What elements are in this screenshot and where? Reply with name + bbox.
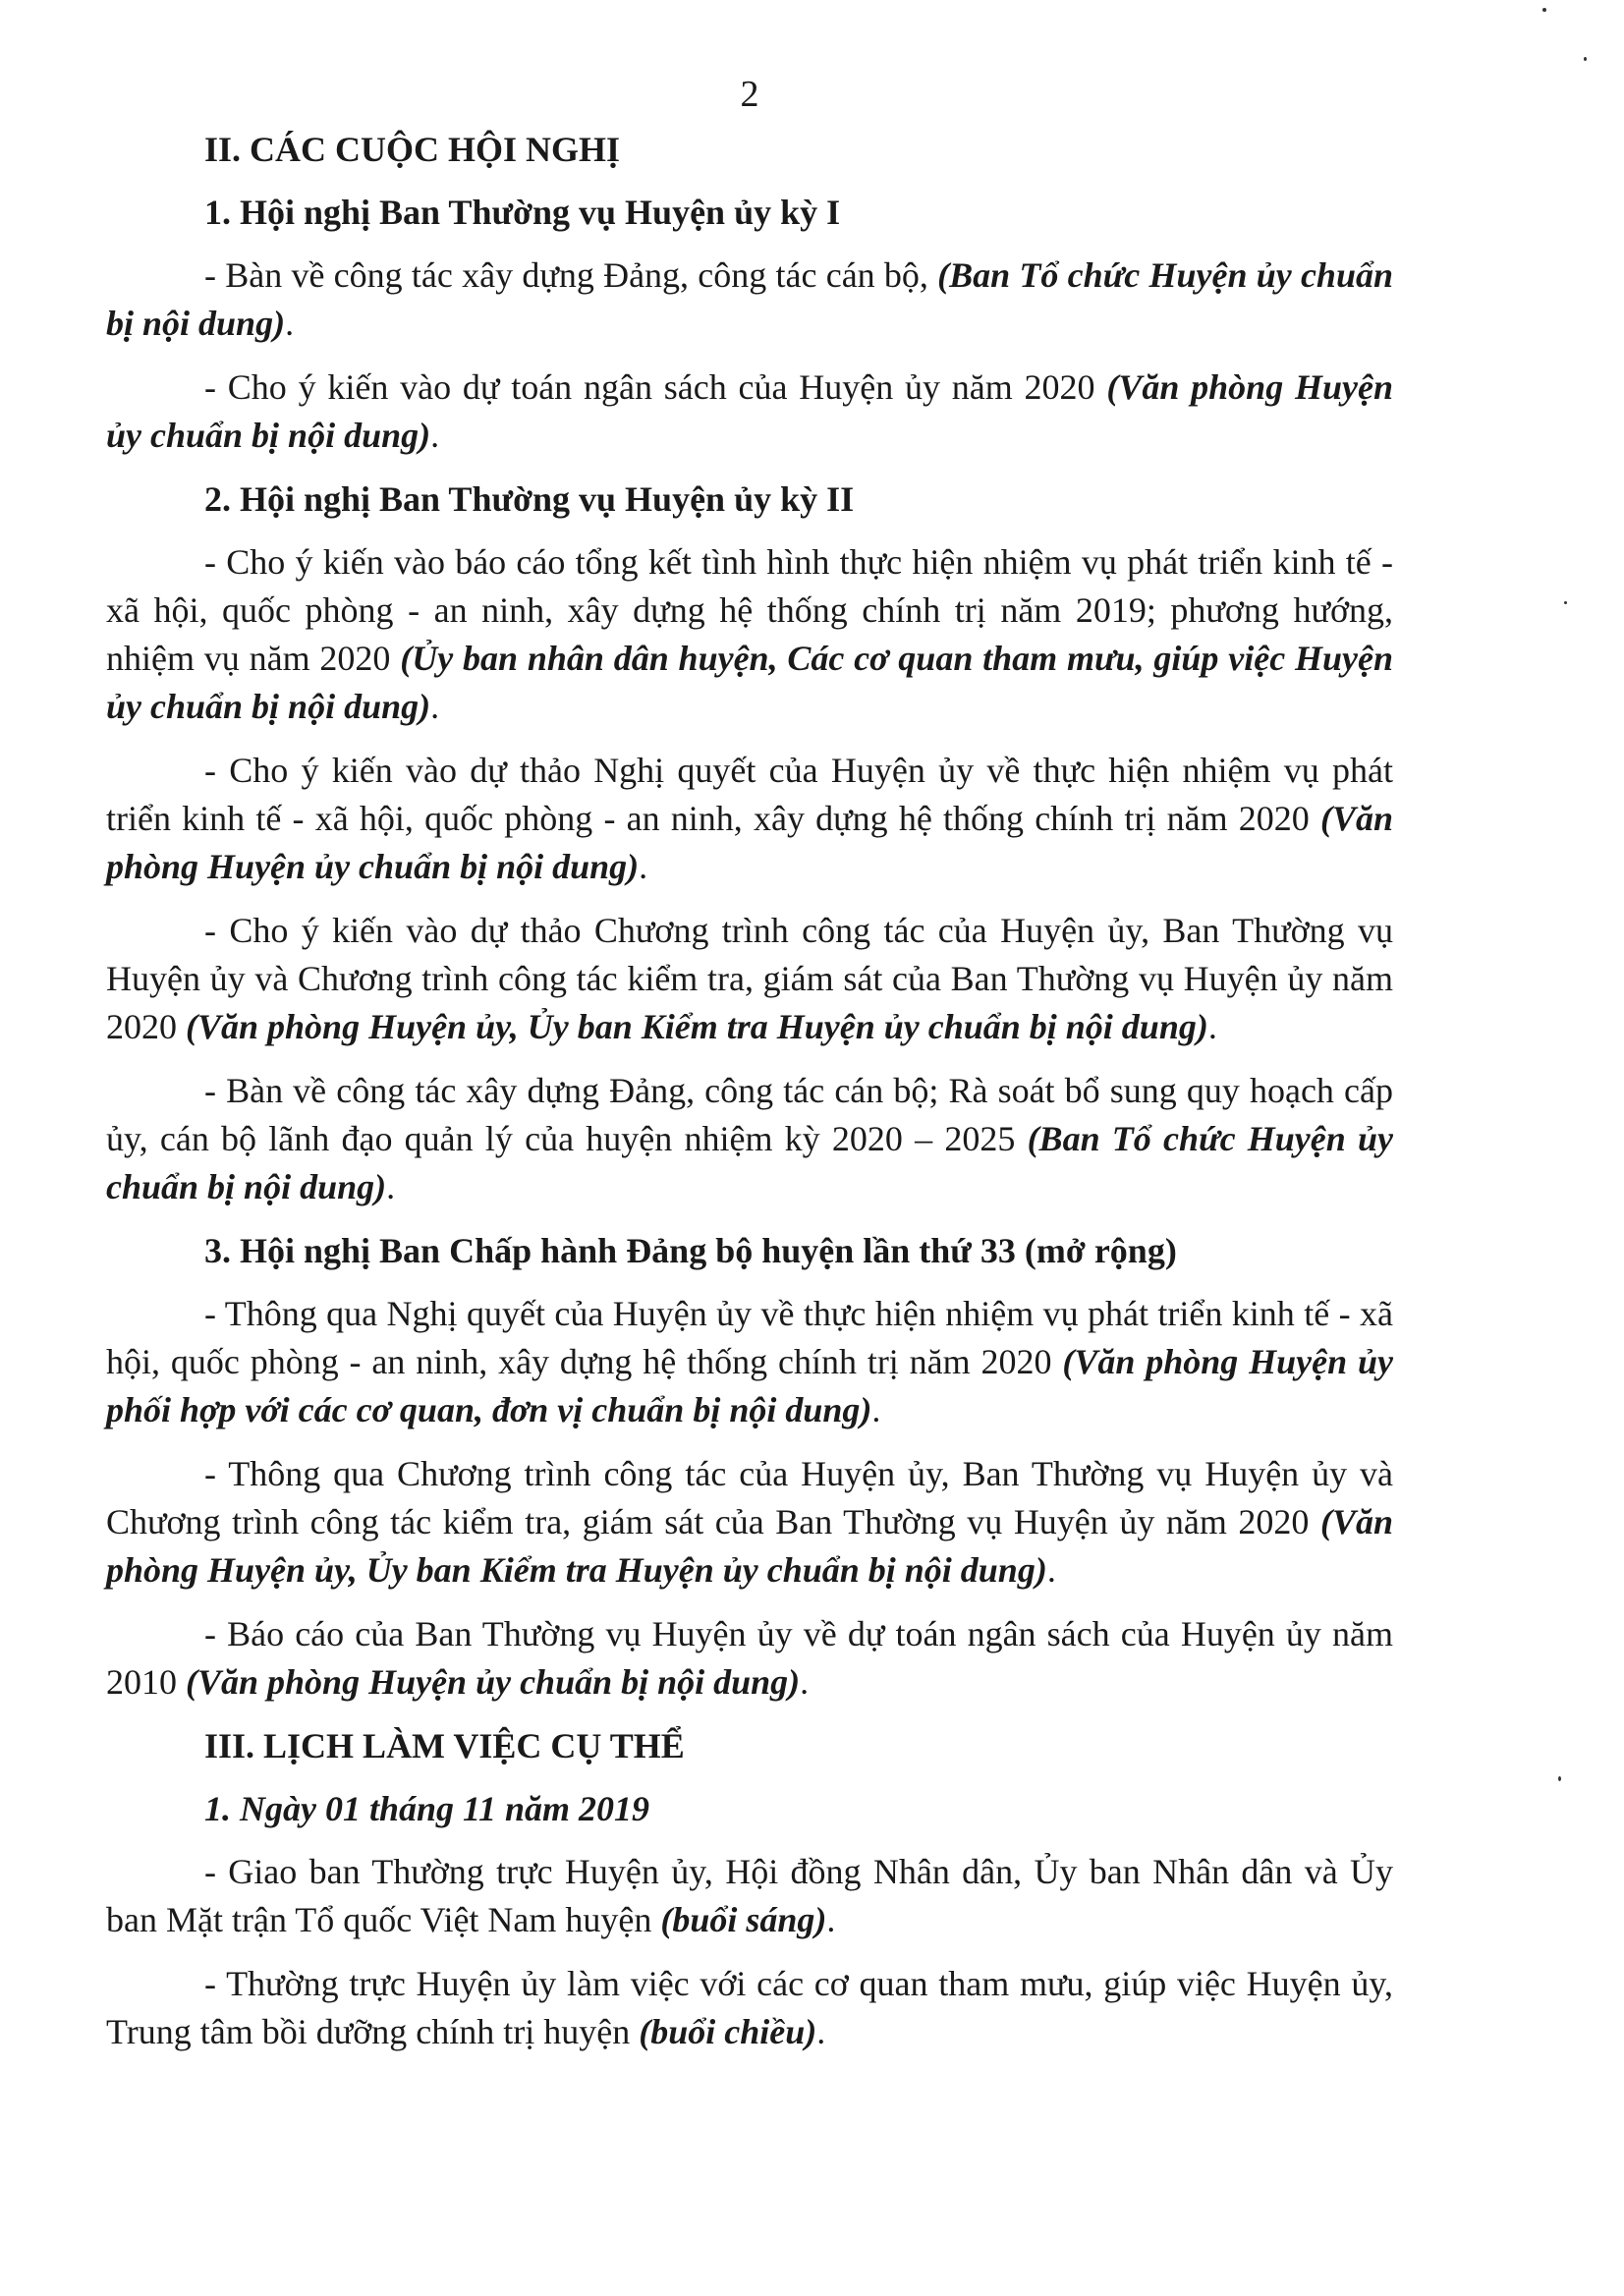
responsible-unit: (Ban Tổ chức Huyện ủy chuẩn bị nội dung) [106, 1119, 1394, 1206]
paragraph-tail: . [800, 1662, 810, 1702]
paragraph-text: - Cho ý kiến vào báo cáo tổng kết tình hình thực hiện nhiệm vụ phát triển kinh tế - xã hội, quốc phòng - an ninh, xây dựng hệ thống chính trị năm 2019; phương hướng, nhiệm vụ năm 2020 [106, 542, 1393, 678]
paragraph [106, 1848, 1393, 1944]
paragraph-tail: . [1207, 1007, 1217, 1046]
section-heading-cac-cuoc-hoi-nghi: II. CÁC CUỘC HỘI NGHỊ [204, 130, 621, 169]
responsible-unit: (Văn phòng Huyện ủy phối hợp với các cơ quan, đơn vị chuẩn bị nội dung) [106, 1342, 1393, 1429]
responsible-unit: (Ủy ban nhân dân huyện, Các cơ quan tham mưu, giúp việc Huyện ủy chuẩn bị nội dung) [106, 639, 1393, 726]
paragraph [106, 1610, 1393, 1707]
paragraph-text: - Thường trực Huyện ủy làm việc với các cơ quan tham mưu, giúp việc Huyện ủy, Trung tâm bồi dưỡng chính trị huyện [106, 1964, 1393, 2051]
subheading-hoi-nghi-ky-1: 1. Hội nghị Ban Thường vụ Huyện ủy kỳ I [204, 193, 841, 232]
paragraph-tail: . [430, 687, 440, 726]
paragraph-tail: . [639, 847, 648, 886]
responsible-unit: (Văn phòng Huyện ủy, Ủy ban Kiểm tra Huyện ủy chuẩn bị nội dung) [106, 1502, 1393, 1590]
paragraph [106, 252, 1393, 348]
paragraph-tail: . [826, 1900, 836, 1939]
subheading-hoi-nghi-ky-2: 2. Hội nghị Ban Thường vụ Huyện ủy kỳ II [204, 479, 855, 519]
paragraph-tail: . [285, 304, 295, 343]
paragraph-text: - Cho ý kiến vào dự toán ngân sách của Huyện ủy năm 2020 [204, 367, 1107, 407]
paragraph [106, 364, 1393, 460]
responsible-unit: (Văn phòng Huyện ủy chuẩn bị nội dung) [186, 1662, 801, 1702]
paragraph [106, 1450, 1393, 1595]
responsible-unit: (Văn phòng Huyện ủy chuẩn bị nội dung) [106, 367, 1393, 455]
paragraph-text: - Cho ý kiến vào dự thảo Nghị quyết của Huyện ủy về thực hiện nhiệm vụ phát triển kinh tế - xã hội, quốc phòng - an ninh, xây dựng hệ thống chính trị năm 2020 [106, 751, 1393, 838]
paragraph [106, 907, 1393, 1051]
paragraph-text: - Bàn về công tác xây dựng Đảng, công tác cán bộ, [204, 255, 938, 295]
paragraph-text: - Báo cáo của Ban Thường vụ Huyện ủy về dự toán ngân sách của Huyện ủy năm 2010 [106, 1614, 1393, 1702]
subheading-hoi-nghi-ban-chap-hanh: 3. Hội nghị Ban Chấp hành Đảng bộ huyện lần thứ 33 (mở rộng) [204, 1231, 1177, 1270]
paragraph-text: - Giao ban Thường trực Huyện ủy, Hội đồng Nhân dân, Ủy ban Nhân dân và Ủy ban Mặt trận Tổ quốc Việt Nam huyện [106, 1852, 1393, 1939]
subheading-date: 1. Ngày 01 tháng 11 năm 2019 [204, 1789, 650, 1828]
paragraph-tail: . [386, 1167, 396, 1206]
paragraph [106, 538, 1393, 731]
document-body [106, 126, 1393, 2072]
scan-speck [1558, 1776, 1561, 1781]
paragraph [106, 747, 1393, 891]
paragraph [106, 1960, 1393, 2056]
responsible-unit: (Ban Tổ chức Huyện ủy chuẩn bị nội dung) [106, 255, 1393, 343]
responsible-unit: (Văn phòng Huyện ủy, Ủy ban Kiểm tra Huyện ủy chuẩn bị nội dung) [186, 1007, 1208, 1046]
paragraph-tail: . [816, 2012, 826, 2051]
paragraph-tail: . [1046, 1550, 1056, 1590]
section-heading-lich-lam-viec: III. LỊCH LÀM VIỆC CỤ THỂ [204, 1726, 685, 1765]
paragraph [106, 1067, 1393, 1211]
paragraph [106, 1290, 1393, 1434]
paragraph-text: - Thông qua Chương trình công tác của Huyện ủy, Ban Thường vụ Huyện ủy và Chương trình công tác kiểm tra, giám sát của Ban Thường vụ Huyện ủy năm 2020 [106, 1454, 1393, 1541]
scan-speck [1564, 601, 1567, 604]
paragraph-text: - Bàn về công tác xây dựng Đảng, công tác cán bộ; Rà soát bổ sung quy hoạch cấp ủy, cán bộ lãnh đạo quản lý của huyện nhiệm kỳ 2020 – 2025 [106, 1071, 1393, 1158]
time-of-day: (buổi chiều) [639, 2012, 817, 2051]
paragraph-tail: . [430, 416, 440, 455]
page-number: 2 [740, 74, 759, 115]
scan-speck [1542, 8, 1546, 12]
scan-speck [1584, 57, 1587, 61]
paragraph-text: - Cho ý kiến vào dự thảo Chương trình công tác của Huyện ủy, Ban Thường vụ Huyện ủy và Chương trình công tác kiểm tra, giám sát của Ban Thường vụ Huyện ủy năm 2020 [106, 911, 1393, 1046]
responsible-unit: (Văn phòng Huyện ủy chuẩn bị nội dung) [106, 799, 1393, 886]
paragraph-tail: . [871, 1390, 881, 1429]
time-of-day: (buổi sáng) [660, 1900, 827, 1939]
paragraph-text: - Thông qua Nghị quyết của Huyện ủy về thực hiện nhiệm vụ phát triển kinh tế - xã hội, quốc phòng - an ninh, xây dựng hệ thống chính trị năm 2020 [106, 1294, 1393, 1381]
